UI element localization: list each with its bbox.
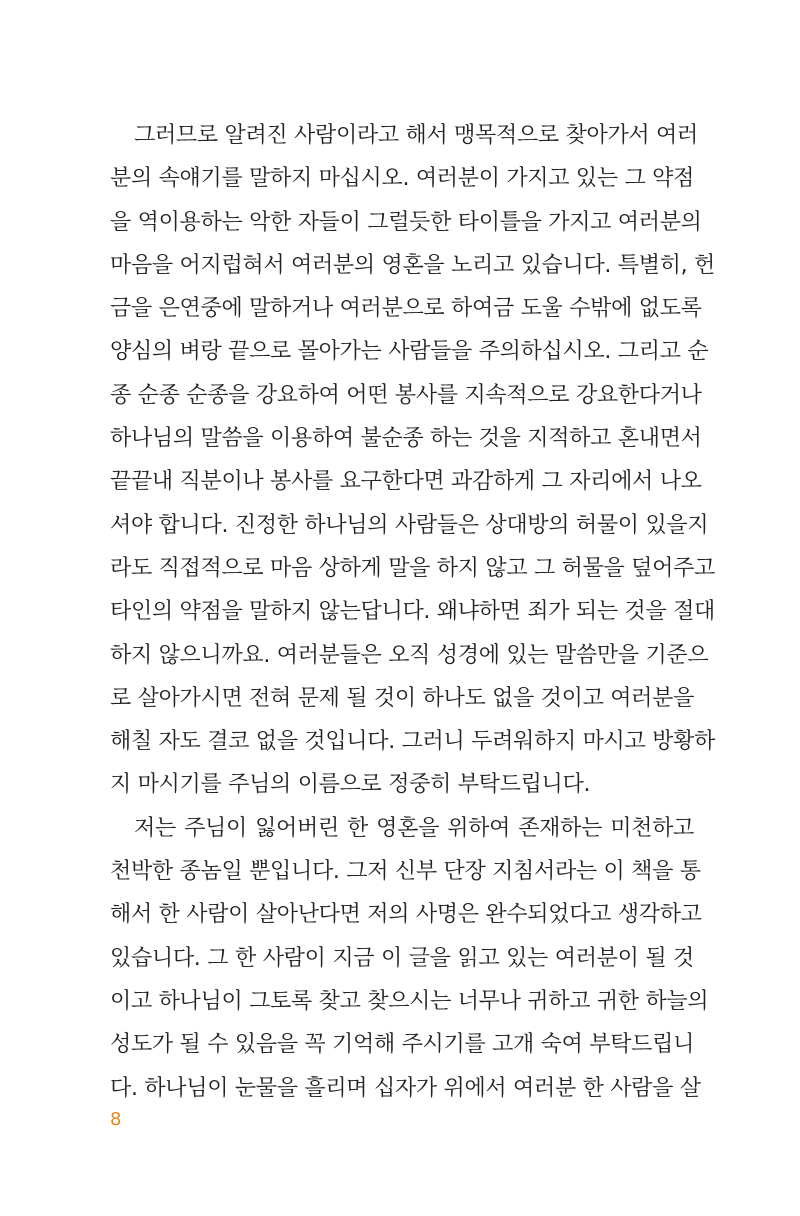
text-line: 양심의 벼랑 끝으로 몰아가는 사람들을 주의하십시오. 그리고 순: [110, 339, 709, 365]
text-line: 하지 않으니까요. 여러분들은 오직 성경에 있는 말씀만을 기준으: [110, 642, 709, 668]
text-line: 그러므로 알려진 사람이라고 해서 맹목적으로 찾아가서 여러: [134, 123, 698, 148]
text-line: 있습니다. 그 한 사람이 지금 이 글을 읽고 있는 여러분이 될 것: [110, 945, 694, 971]
text-line: 타인의 약점을 말하지 않는답니다. 왜냐하면 죄가 되는 것을 절대: [110, 599, 715, 625]
text-line: 해칠 자도 결코 없을 것입니다. 그러니 두려워하지 마시고 방황하: [110, 729, 715, 755]
text-line: 끝끝내 직분이나 봉사를 요구한다면 과감하게 그 자리에서 나오: [110, 469, 702, 495]
text-line: 성도가 될 수 있음을 꼭 기억해 주시기를 고개 숙여 부탁드립니: [110, 1032, 695, 1058]
text-line: 하나님의 말씀을 이용하여 불순종 하는 것을 지적하고 혼내면서: [110, 426, 702, 452]
text-line: 셔야 합니다. 진정한 하나님의 사람들은 상대방의 허물이 있을지: [110, 512, 709, 538]
text-line: 지 마시기를 주님의 이름으로 정중히 부탁드립니다.: [110, 772, 591, 798]
text-line: 라도 직접적으로 마음 상하게 말을 하지 않고 그 허물을 덮어주고: [110, 555, 715, 581]
text-line: 로 살아가시면 전혀 문제 될 것이 하나도 없을 것이고 여러분을: [110, 685, 695, 711]
paragraph: [110, 114, 715, 807]
text-line: 이고 하나님이 그토록 찾고 찾으시는 너무나 귀하고 귀한 하늘의: [110, 988, 709, 1014]
text-line: 해서 한 사람이 살아난다면 저의 사명은 완수되었다고 생각하고: [110, 902, 702, 928]
text-line: 종 순종 순종을 강요하여 어떤 봉사를 지속적으로 강요한다거나: [110, 382, 702, 408]
text-line: 을 역이용하는 악한 자들이 그럴듯한 타이틀을 가지고 여러분의: [110, 209, 702, 235]
paragraph: [110, 807, 709, 1110]
text-line: 마음을 어지럽혀서 여러분의 영혼을 노리고 있습니다. 특별히, 헌: [110, 252, 715, 278]
text-line: 천박한 종놈일 뿐입니다. 그저 신부 단장 지침서라는 이 책을 통: [110, 859, 701, 885]
text-line: 금을 은연중에 말하거나 여러분으로 하여금 도울 수밖에 없도록: [110, 296, 702, 322]
text-line: 다. 하나님이 눈물을 흘리며 십자가 위에서 여러분 한 사람을 살: [110, 1075, 701, 1101]
text-line: 저는 주님이 잃어버린 한 영혼을 위하여 존재하는 미천하고: [134, 815, 694, 841]
page-number: 8: [110, 1109, 122, 1130]
body-text: [110, 114, 715, 1110]
text-line: 분의 속얘기를 말하지 마십시오. 여러분이 가지고 있는 그 약점: [110, 166, 695, 192]
